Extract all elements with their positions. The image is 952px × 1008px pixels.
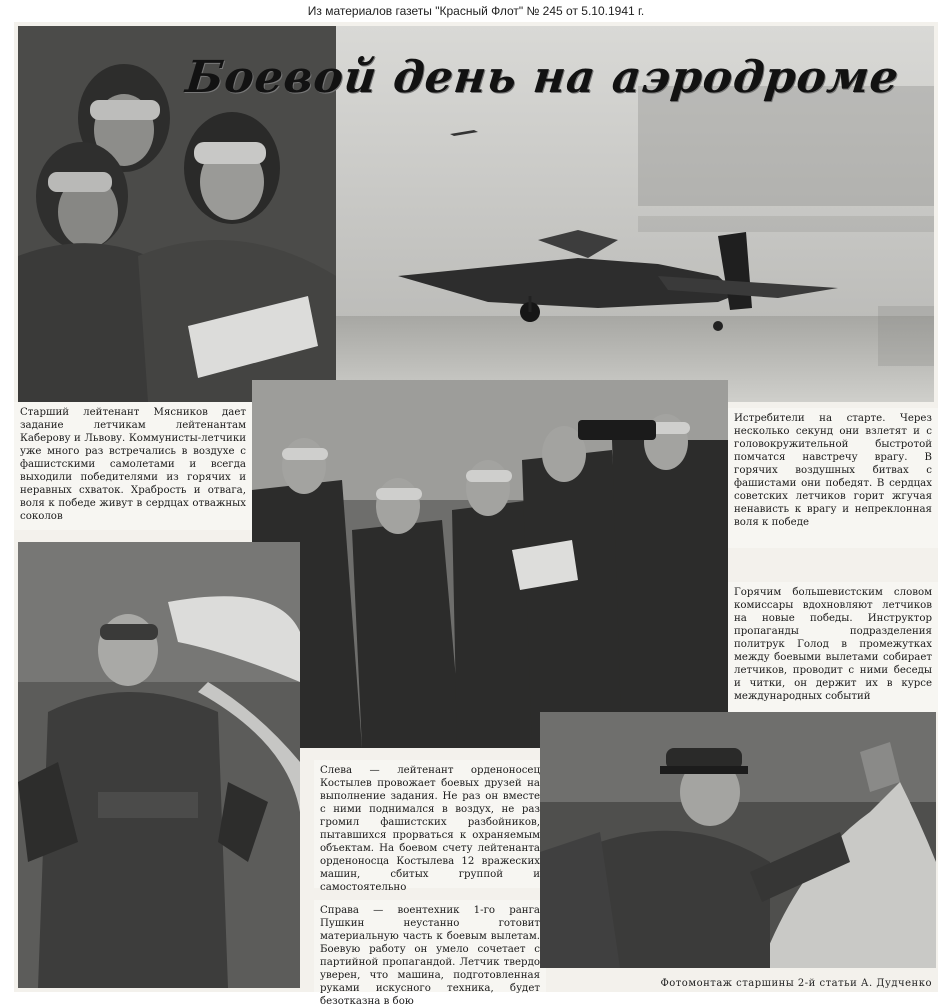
headline: Боевой день на аэродроме bbox=[183, 52, 902, 103]
caption-center-left: Слева — лейтенант орденоносец Костылев провожает боевых друзей на выполнение задания. Не раз он вместе с ними поднимался в воздух, не раз громил фашистских разбойников, пытавшихся прорваться к охраняемым объектам. На боевом счету лейтенанта орденоносца Костылева 12 вражеских машин, сбитых группой и самостоятельно bbox=[314, 760, 546, 888]
photo-technician-aircraft bbox=[540, 712, 936, 968]
caption-center-right: Справа — воентехник 1-го ранга Пушкин неустанно готовит материальную часть к боевым вылетам. Боевую работу он умело сочетает с партийной пропагандой. Летчик твердо уверен, что машина, подготовленная руками искусного техника, будет безотказна в бою bbox=[314, 900, 546, 992]
source-line: Из материалов газеты "Красный Флот" № 245 от 5.10.1941 г. bbox=[307, 4, 645, 18]
photo-credit: Фотомонтаж старшины 2-й статьи А. Дудченко bbox=[660, 978, 932, 989]
photo-pilots-commissar bbox=[252, 380, 728, 748]
caption-top-left: Старший лейтенант Мясников дает задание летчикам лейтенантам Каберову и Львову. Коммунисты-летчики уже много раз встречались в воздухе с фашистскими самолетами и всегда выходили победителями из горячих и неравных схваток. Храбрость и отвага, воля к победе живут в сердцах отважных соколов bbox=[14, 402, 252, 530]
photo-pilot-propeller bbox=[18, 542, 300, 988]
caption-right-middle: Горячим большевистским словом комиссары вдохновляют летчиков на новые победы. Инструктор пропаганды подразделения политрук Голод в промежутках между боевыми вылетами собирает летчиков, проводит с ними беседы и читки, он держит их в курсе международных событий bbox=[728, 582, 938, 712]
caption-right-top: Истребители на старте. Через несколько секунд они взлетят и с головокружительной быстротой помчатся навстречу врагу. В горячих воздушных битвах с фашистами они победят. В сердцах советских летчиков горит жгучая ненависть к врагу и непреклонная воля к победе bbox=[728, 408, 938, 548]
newspaper-sheet bbox=[14, 22, 938, 1008]
